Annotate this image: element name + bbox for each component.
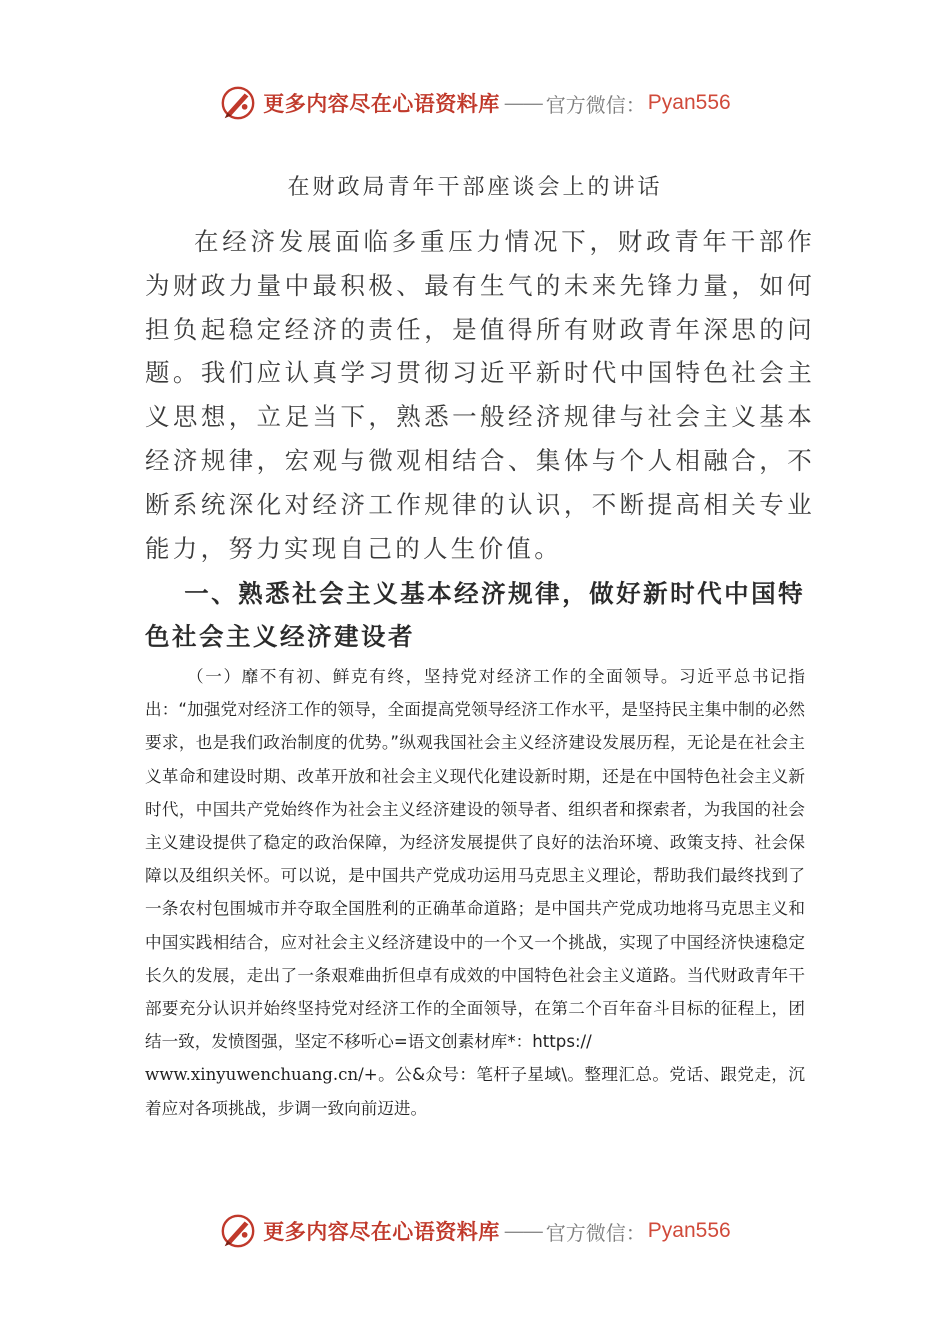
body-lead: （一）靡不有初、鲜克有终，坚持党对经济工作的全面领导。习近平总书记指出： [145, 667, 805, 720]
body-text-1: “加强党对经济工作的领导，全面提高党领导经济工作水平，是坚持民主集中制的必然要求，也是我们政治制度的优势。”纵观我国社会主义经济建设发展历程，无论是在社会主义革命和建设时期、改革开放和社会主义现代化建设新时期，还是在中国特色社会主义新时代，中国共产党始终作为社会主义经济建设的领导者、组织者和探索者，为我国的社会主义建设提供了稳定的政治保障，为经济发展提供了良好的法治环境、政策支持、社会保障以及组织关怀。可以说，是中国共产党成功运用马克思主义理论，帮助我们最终找到了一条农村包围城市并夺取全国胜利的正确革命道路；是中国共产党成功地将马克思主义和中国实践相结合，应对社会主义经济建设中的一个又一个挑战，实现了中国经济快速稳定长久的发展，走出了一条艰难曲折但卓有成效的中国特色社会主义道路。当代财政青年干部要充分认识并始终坚持党对经济工作的全面领导，在第二个百年奋斗目标的征程上，团结一致，发愤图强，坚定不移听心=语文创素材库*：https:// [145, 700, 805, 1052]
pen-seal-logo-icon [219, 84, 257, 122]
banner-wechat-label: 官方微信： [545, 92, 646, 117]
body-paragraph [145, 660, 805, 1125]
body-text-2: 。公&众号：笔杆子星域\。整理汇总。党话、跟党走，沉着应对各项挑战，步调一致向前迈进。 [145, 1065, 805, 1118]
footer-banner [0, 1206, 950, 1256]
banner-dash: —— [503, 1219, 542, 1243]
section-heading: 一、熟悉社会主义基本经济规律，做好新时代中国特色社会主义经济建设者 [145, 579, 806, 651]
header-banner [0, 78, 950, 128]
banner-wechat-label: 官方微信： [545, 1220, 646, 1245]
banner-text: 更多内容尽在心语资料库 [263, 1219, 500, 1244]
banner-dash: —— [503, 91, 542, 115]
banner-text: 更多内容尽在心语资料库 [263, 91, 500, 116]
document-title: 在财政局青年干部座谈会上的讲话 [287, 175, 663, 200]
banner-wechat-id: Pyan556 [647, 91, 731, 114]
banner-wechat-id: Pyan556 [647, 1219, 731, 1242]
intro-paragraph: 在经济发展面临多重压力情况下，财政青年干部作为财政力量中最积极、最有生气的未来先锋力量，如何担负起稳定经济的责任，是值得所有财政青年深思的问题。我们应认真学习贯彻习近平新时代中国特色社会主义思想，立足当下，熟悉一般经济规律与社会主义基本经济规律，宏观与微观相结合、集体与个人相融合，不断系统深化对经济工作规律的认识，不断提高相关专业能力，努力实现自己的人生价值。 [145, 227, 815, 563]
body-url: www.xinyuwenchuang.cn/+ [145, 1065, 378, 1085]
pen-seal-logo-icon [219, 1212, 257, 1250]
